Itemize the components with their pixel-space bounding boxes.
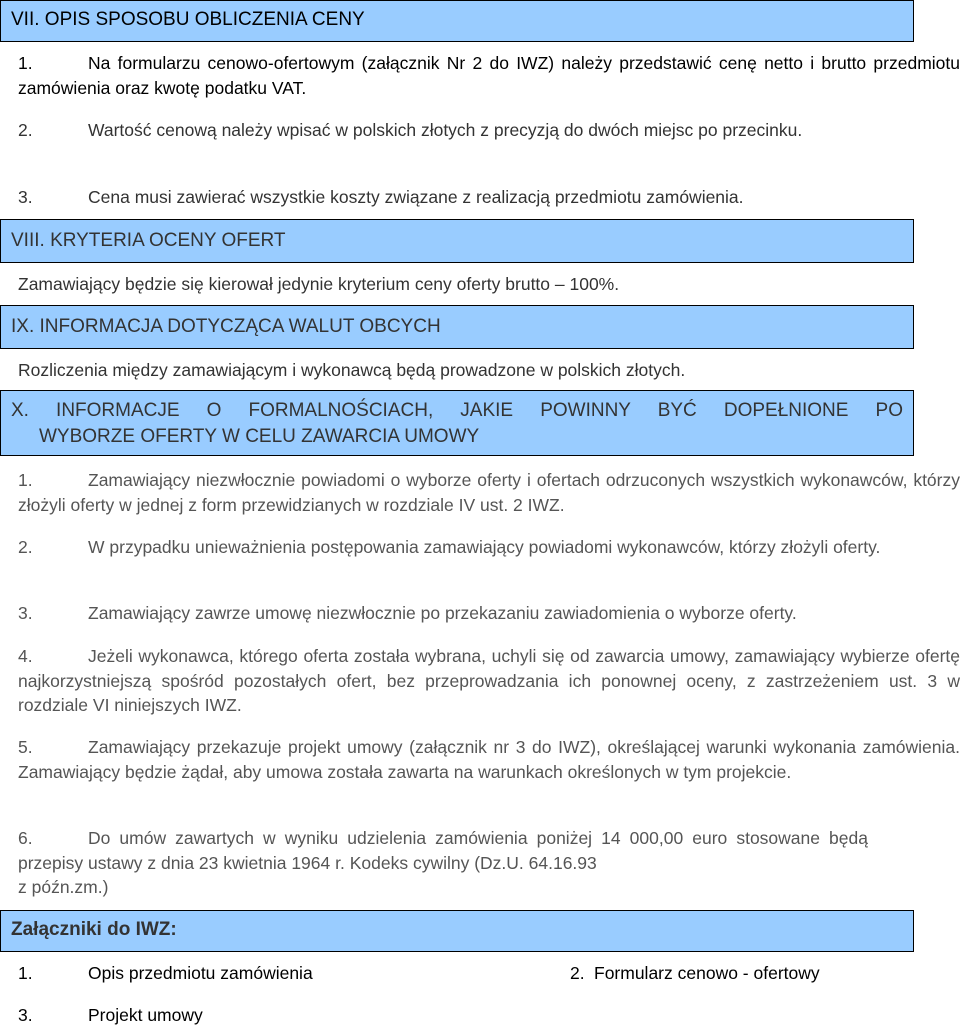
section-header-x (0, 390, 914, 456)
item-text: Formularz cenowo - ofertowy (594, 963, 820, 983)
paragraph (18, 272, 960, 297)
list-item (18, 51, 960, 100)
item-text: Do umów zawartych w wyniku udzielenia zamówienia poniżej 14 000,00 euro stosowane będą przepisy ustawy z dnia 23 kwietnia 1964 r. Kodeks cywilny (Dz.U. 64.16.93 (18, 828, 868, 873)
item-number: 1. (18, 53, 33, 73)
list-item (18, 118, 960, 143)
item-number: 3. (18, 187, 33, 207)
list-item (18, 185, 960, 210)
section-title: Załączniki do IWZ: (11, 919, 177, 940)
item-text: Opis przedmiotu zamówienia (88, 963, 313, 983)
item-text: Jeżeli wykonawca, którego oferta została wybrana, uchyli się od zawarcia umowy, zamawiający wybierze ofertę najkorzystniejszą spośród pozostałych ofert, bez przeprowadzania ich ponownej oceny, z zastrzeżeniem ust. 3 w rozdziale VI niniejszych IWZ. (18, 646, 960, 715)
item-number: 6. (18, 828, 33, 848)
item-text: Projekt umowy (88, 1005, 203, 1025)
item-text: Wartość cenową należy wpisać w polskich złotych z precyzją do dwóch miejsc po przecinku. (88, 120, 803, 140)
item-number: 1. (18, 963, 33, 983)
list-item (18, 826, 960, 900)
paragraph-text: Rozliczenia między zamawiającym i wykonawcą będą prowadzone w polskich złotych. (18, 360, 686, 380)
item-text: W przypadku unieważnienia postępowania zamawiający powiadomi wykonawców, którzy złożyli oferty. (88, 537, 881, 557)
attachment-item (18, 961, 313, 985)
list-item (18, 644, 960, 718)
section-header-vii (0, 0, 914, 42)
list-item (18, 601, 960, 626)
list-item (18, 468, 960, 517)
item-number: 2. (18, 537, 33, 557)
item-text: Na formularzu cenowo-ofertowym (załącznik Nr 2 do IWZ) należy przedstawić cenę netto i brutto przedmiotu zamówienia oraz kwotę podatku VAT. (18, 53, 960, 98)
item-text: Zamawiający przekazuje projekt umowy (załącznik nr 3 do IWZ), określającej warunki wykonania zamówienia. Zamawiający będzie żądał, aby umowa została zawarta na warunkach określonych w tym projekcie. (18, 737, 960, 782)
item-number: 1. (18, 470, 33, 490)
item-number: 3. (18, 603, 33, 623)
section-title: IX. INFORMACJA DOTYCZĄCA WALUT OBCYCH (11, 316, 441, 337)
section-title: VII. OPIS SPOSOBU OBLICZENIA CENY (11, 9, 365, 30)
item-number: 2. (18, 120, 33, 140)
attachment-item (570, 961, 820, 985)
paragraph (18, 358, 960, 383)
list-item (18, 735, 960, 784)
item-text: Zamawiający niezwłocznie powiadomi o wyborze oferty i ofertach odrzuconych wszystkich wykonawców, którzy złożyli oferty w jednej z form przewidzianych w rozdziale IV ust. 2 IWZ. (18, 470, 960, 515)
section-title: VIII. KRYTERIA OCENY OFERT (11, 230, 286, 251)
item-number: 2. (570, 963, 585, 983)
section-title-line2: WYBORZE OFERTY W CELU ZAWARCIA UMOWY (39, 426, 480, 447)
list-item (18, 535, 960, 560)
paragraph-text: Zamawiający będzie się kierował jedynie kryterium ceny oferty brutto – 100%. (18, 274, 620, 294)
item-text-continuation: z późn.zm.) (18, 877, 109, 897)
item-number: 5. (18, 737, 33, 757)
item-text-block (18, 826, 868, 875)
item-text: Zamawiający zawrze umowę niezwłocznie po przekazaniu zawiadomienia o wyborze oferty. (88, 603, 797, 623)
section-title-line1: X. INFORMACJE O FORMALNOŚCIACH, JAKIE POWINNY BYĆ DOPEŁNIONE PO (11, 400, 903, 421)
item-text: Cena musi zawierać wszystkie koszty związane z realizacją przedmiotu zamówienia. (88, 187, 744, 207)
section-header-ix (0, 305, 914, 349)
section-header-viii (0, 219, 914, 263)
item-number: 4. (18, 646, 33, 666)
section-header-attachments (0, 910, 914, 952)
item-number: 3. (18, 1005, 33, 1025)
attachment-item (18, 1003, 203, 1027)
